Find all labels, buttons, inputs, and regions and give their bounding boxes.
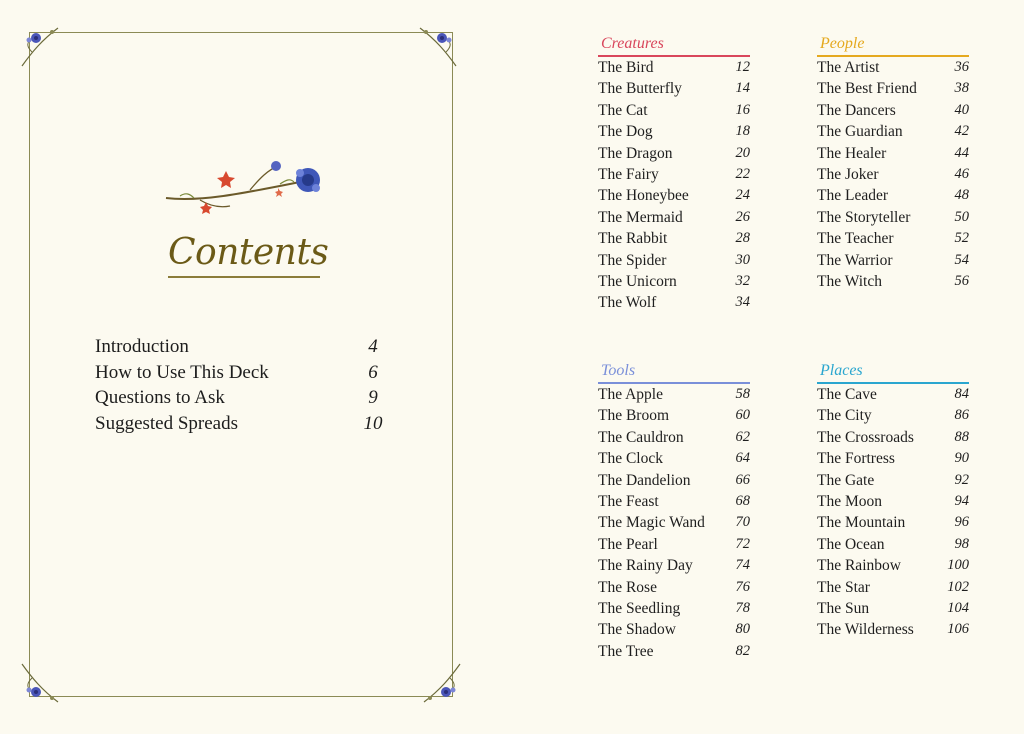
toc-page-number: 20 (735, 144, 750, 161)
toc-page-number: 78 (735, 599, 750, 616)
toc-entry[interactable] (817, 619, 969, 640)
toc-entry[interactable] (598, 555, 750, 576)
toc-entry-label: The Broom (598, 407, 670, 425)
toc-page-number: 50 (954, 208, 969, 225)
toc-page-number: 24 (735, 187, 750, 204)
toc-page-number: 26 (735, 208, 750, 225)
toc-entry-label: The Butterfly (598, 80, 682, 98)
toc-entry[interactable] (817, 491, 969, 512)
toc-entry[interactable] (598, 100, 750, 121)
toc-entry[interactable] (95, 385, 385, 411)
toc-entry-label: The Star (817, 578, 870, 596)
toc-page-number: 102 (947, 578, 969, 595)
toc-entry-label: The Rose (598, 578, 657, 596)
cornflower-corner-icon (18, 662, 64, 708)
toc-entry[interactable] (817, 271, 969, 292)
toc-page-number: 12 (735, 59, 750, 75)
toc-page-number: 82 (735, 642, 750, 659)
toc-entry-label: Questions to Ask (95, 387, 225, 409)
toc-entry-label: The Mermaid (598, 208, 683, 226)
toc-entry-label: The Apple (598, 386, 663, 403)
toc-page-number: 9 (368, 387, 378, 409)
toc-entry[interactable] (598, 250, 750, 271)
page-title: Contents (168, 232, 329, 273)
toc-page-number: 38 (954, 80, 969, 97)
toc-entry[interactable] (817, 78, 969, 99)
toc-page-number: 48 (954, 187, 969, 204)
section-heading: People (820, 35, 865, 52)
toc-entry-label: The City (817, 407, 872, 425)
toc-entry-label: The Dancers (817, 101, 896, 119)
toc-page-number: 74 (735, 557, 750, 574)
toc-entry[interactable] (598, 470, 750, 491)
toc-entry[interactable] (817, 185, 969, 206)
toc-entry-label: The Crossroads (817, 428, 914, 446)
toc-entry-label: The Sun (817, 599, 870, 617)
toc-entry-label: The Cave (817, 386, 877, 403)
section-entries (598, 384, 750, 662)
toc-entry[interactable] (598, 185, 750, 206)
toc-entry[interactable] (598, 143, 750, 164)
toc-page-number: 56 (954, 272, 969, 289)
toc-entry[interactable] (598, 598, 750, 619)
toc-entry-label: The Dragon (598, 144, 673, 162)
toc-entry[interactable] (598, 57, 750, 78)
toc-page-number: 84 (954, 386, 969, 402)
toc-entry-label: The Unicorn (598, 272, 677, 290)
toc-entry[interactable] (95, 360, 385, 386)
title-underline (168, 276, 320, 278)
toc-entry[interactable] (598, 164, 750, 185)
toc-page-number: 34 (735, 294, 750, 311)
toc-entry-label: The Mountain (817, 514, 906, 532)
toc-entry[interactable] (598, 207, 750, 228)
toc-entry[interactable] (598, 512, 750, 533)
toc-page-number: 36 (954, 59, 969, 75)
toc-page-number: 6 (368, 361, 378, 383)
toc-entry-label: The Tree (598, 642, 654, 660)
toc-entry[interactable] (598, 292, 750, 313)
toc-entry-label: How to Use This Deck (95, 361, 269, 383)
toc-page-number: 64 (735, 450, 750, 467)
toc-page-number: 80 (735, 621, 750, 638)
section-entries (598, 57, 750, 314)
toc-entry-label: The Leader (817, 187, 888, 205)
toc-entry[interactable] (598, 619, 750, 640)
toc-page-number: 68 (735, 492, 750, 509)
toc-entry-label: The Healer (817, 144, 887, 162)
toc-entry[interactable] (817, 427, 969, 448)
toc-entry-label: The Artist (817, 59, 880, 76)
toc-page-number: 106 (947, 621, 969, 638)
toc-entry-label: The Feast (598, 492, 659, 510)
toc-page-number: 66 (735, 471, 750, 488)
toc-page-number: 54 (954, 251, 969, 268)
toc-page-number: 86 (954, 407, 969, 424)
floral-sprig-icon (160, 158, 330, 218)
toc-entry-label: The Rainbow (817, 557, 901, 575)
section-heading: Creatures (601, 35, 664, 52)
toc-entry-label: The Rainy Day (598, 557, 693, 575)
toc-page-number: 32 (735, 272, 750, 289)
toc-entry-label: The Moon (817, 492, 883, 510)
toc-entry[interactable] (598, 271, 750, 292)
toc-entry[interactable] (817, 207, 969, 228)
toc-page-number: 94 (954, 492, 969, 509)
toc-entry-label: The Bird (598, 59, 654, 76)
toc-entry-label: The Guardian (817, 123, 903, 141)
toc-page-number: 76 (735, 578, 750, 595)
toc-page-number: 14 (735, 80, 750, 97)
toc-entry-label: Suggested Spreads (95, 413, 239, 435)
toc-entry[interactable] (598, 577, 750, 598)
section-creatures (598, 33, 750, 314)
section-heading: Tools (601, 362, 636, 379)
toc-entry[interactable] (598, 121, 750, 142)
toc-entry[interactable] (817, 534, 969, 555)
toc-entry-label: The Gate (817, 471, 875, 489)
toc-page-number: 62 (735, 428, 750, 445)
toc-page-number: 92 (954, 471, 969, 488)
front-matter-list (95, 334, 385, 437)
toc-page-number: 44 (954, 144, 969, 161)
toc-entry-label: The Wilderness (817, 621, 914, 639)
cornflower-corner-icon (414, 22, 460, 68)
toc-entry-label: The Best Friend (817, 80, 917, 98)
toc-entry[interactable] (817, 512, 969, 533)
toc-entry-label: The Joker (817, 165, 879, 183)
toc-entry-label: The Teacher (817, 230, 894, 248)
toc-entry[interactable] (598, 448, 750, 469)
toc-entry[interactable] (817, 405, 969, 426)
toc-page-number: 42 (954, 123, 969, 140)
section-places (817, 360, 969, 641)
toc-page-number: 30 (735, 251, 750, 268)
section-heading: Places (820, 362, 863, 379)
section-entries (817, 57, 969, 292)
toc-entry[interactable] (598, 384, 750, 405)
toc-entry-label: The Shadow (598, 621, 676, 639)
toc-entry[interactable] (817, 57, 969, 78)
toc-page-number: 40 (954, 101, 969, 118)
toc-page-number: 28 (735, 230, 750, 247)
toc-entry-label: The Wolf (598, 294, 657, 312)
section-tools (598, 360, 750, 662)
toc-entry-label: The Clock (598, 450, 663, 468)
toc-entry-label: The Dandelion (598, 471, 691, 489)
toc-entry-label: The Honeybee (598, 187, 689, 205)
section-entries (817, 384, 969, 641)
toc-page-number: 60 (735, 407, 750, 424)
toc-entry-label: The Fairy (598, 165, 659, 183)
toc-entry-label: The Cauldron (598, 428, 684, 446)
toc-page-number: 104 (947, 599, 969, 616)
toc-entry-label: The Dog (598, 123, 653, 141)
section-people (817, 33, 969, 292)
toc-page-number: 88 (954, 428, 969, 445)
toc-entry-label: The Rabbit (598, 230, 668, 248)
toc-entry-label: The Spider (598, 251, 667, 269)
toc-page-number: 72 (735, 535, 750, 552)
toc-entry[interactable] (598, 641, 750, 662)
toc-page-number: 70 (735, 514, 750, 531)
toc-page-number: 22 (735, 165, 750, 182)
toc-entry[interactable] (598, 534, 750, 555)
toc-entry[interactable] (817, 448, 969, 469)
toc-entry-label: The Ocean (817, 535, 885, 553)
toc-page-number: 4 (368, 336, 378, 357)
toc-entry-label: The Seedling (598, 599, 681, 617)
toc-entry-label: The Magic Wand (598, 514, 705, 532)
toc-entry[interactable] (817, 100, 969, 121)
toc-entry[interactable] (817, 577, 969, 598)
toc-entry[interactable] (817, 598, 969, 619)
toc-entry-label: The Storyteller (817, 208, 911, 226)
toc-entry[interactable] (817, 250, 969, 271)
toc-page-number: 18 (735, 123, 750, 140)
toc-entry[interactable] (95, 334, 385, 360)
toc-entry-label: The Cat (598, 101, 648, 119)
toc-page-number: 96 (954, 514, 969, 531)
toc-entry[interactable] (817, 555, 969, 576)
toc-entry[interactable] (817, 121, 969, 142)
toc-entry[interactable] (598, 405, 750, 426)
toc-page-number: 52 (954, 230, 969, 247)
toc-page-number: 10 (363, 413, 383, 435)
cornflower-corner-icon (418, 662, 464, 708)
toc-entry-label: The Warrior (817, 251, 893, 269)
toc-entry-label: The Witch (817, 272, 882, 290)
toc-entry-label: The Fortress (817, 450, 895, 468)
toc-entry[interactable] (598, 491, 750, 512)
toc-entry-label: Introduction (95, 336, 189, 357)
toc-entry[interactable] (817, 384, 969, 405)
toc-entry[interactable] (817, 143, 969, 164)
toc-page-number: 98 (954, 535, 969, 552)
toc-entry[interactable] (598, 427, 750, 448)
toc-entry[interactable] (598, 78, 750, 99)
toc-entry[interactable] (817, 470, 969, 491)
toc-entry[interactable] (817, 228, 969, 249)
toc-page-number: 46 (954, 165, 969, 182)
toc-entry-label: The Pearl (598, 535, 658, 553)
toc-entry[interactable] (817, 164, 969, 185)
toc-page-number: 58 (735, 386, 750, 402)
toc-page-number: 100 (947, 557, 969, 574)
toc-entry[interactable] (95, 411, 385, 437)
toc-page-number: 16 (735, 101, 750, 118)
cornflower-corner-icon (18, 22, 64, 68)
toc-page-number: 90 (954, 450, 969, 467)
toc-entry[interactable] (598, 228, 750, 249)
